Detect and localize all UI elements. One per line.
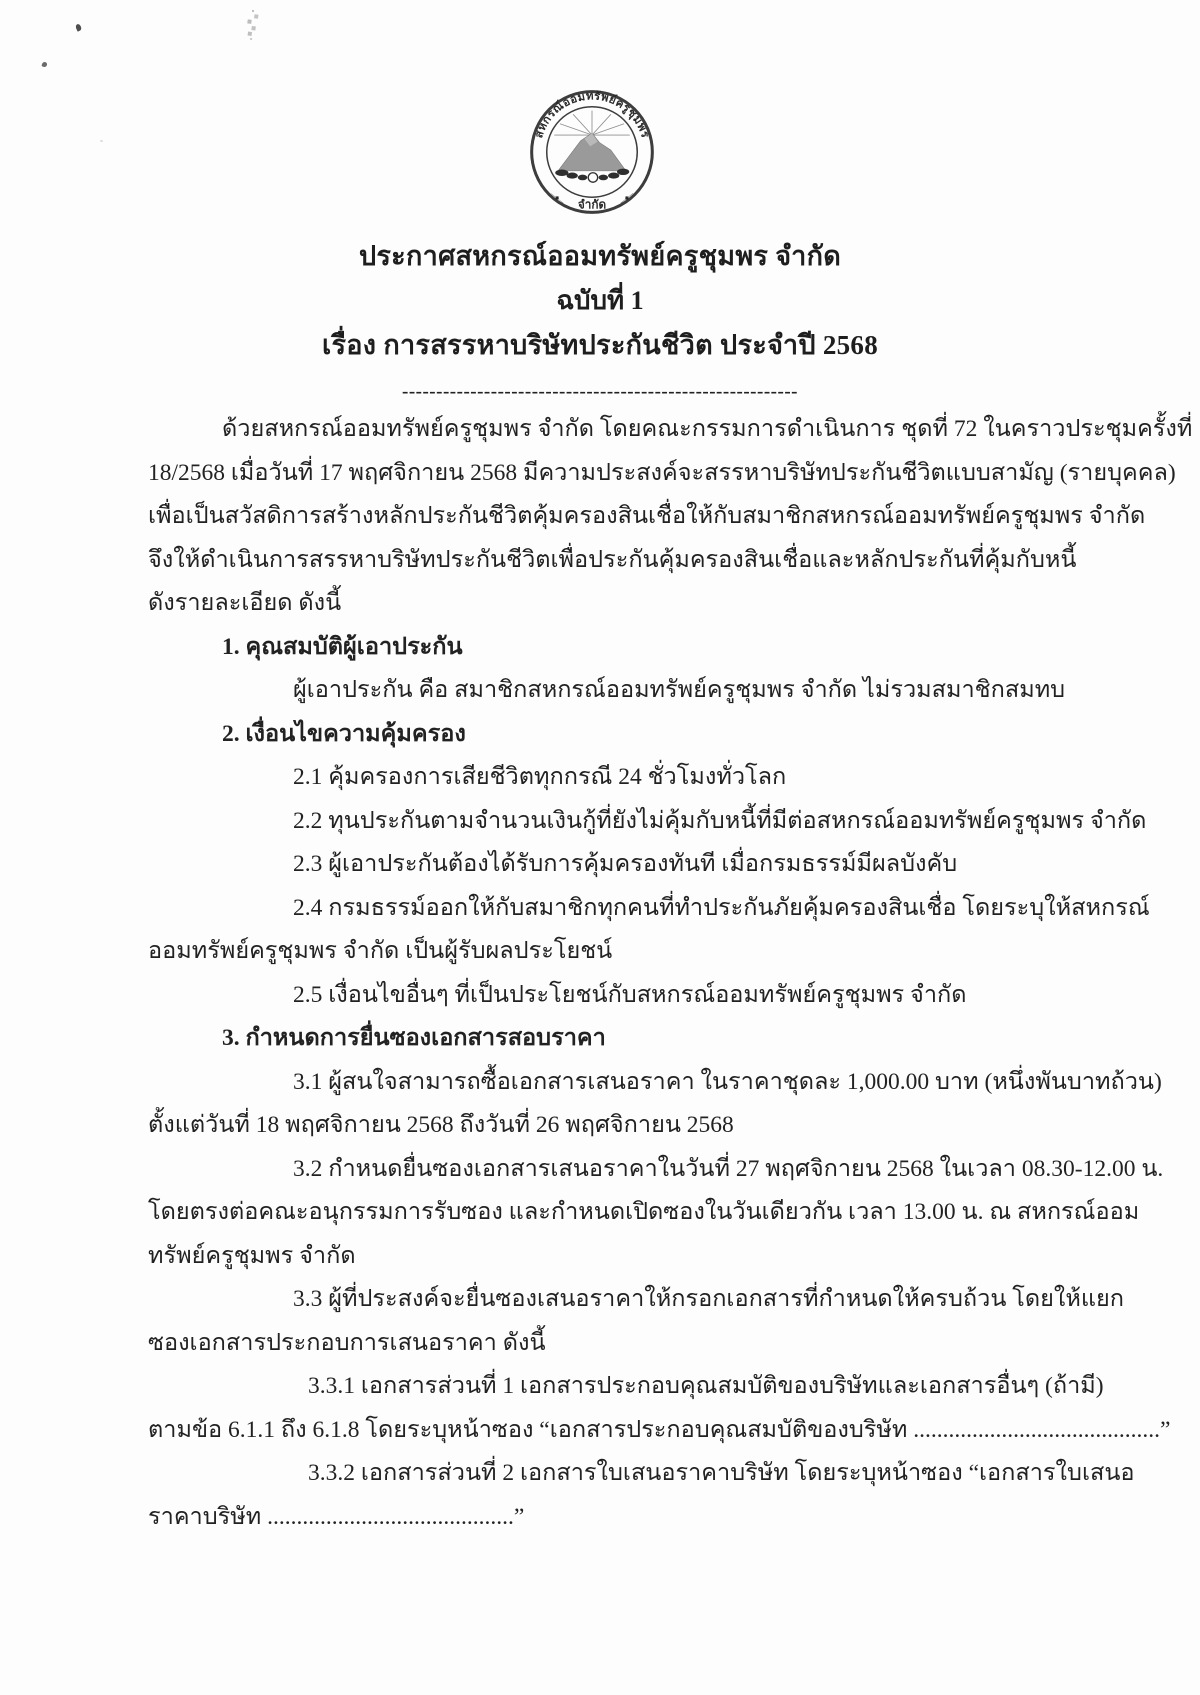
- body-line: 3.3.1 เอกสารส่วนที่ 1 เอกสารประกอบคุณสมบัติของบริษัทและเอกสารอื่นๆ (ถ้ามี): [308, 1373, 1104, 1399]
- body-line: 2.2 ทุนประกันตามจำนวนเงินกู้ที่ยังไม่คุ้มกับหนี้ที่มีต่อสหกรณ์ออมทรัพย์ครูชุมพร จำกัด: [293, 807, 1147, 834]
- document-title: ประกาศสหกรณ์ออมทรัพย์ครูชุมพร จำกัด: [358, 241, 842, 271]
- seal-arc-text: สหกรณ์ออมทรัพย์ครูชุมพร: [533, 90, 651, 140]
- body-line: 1. คุณสมบัติผู้เอาประกัน: [222, 633, 463, 660]
- scan-artifact: [252, 10, 254, 12]
- seal-ornament-right: —◆—: [619, 191, 636, 206]
- body-line: ตามข้อ 6.1.1 ถึง 6.1.8 โดยระบุหน้าซอง “เอกสารประกอบคุณสมบัติของบริษัท ..........................................”: [148, 1416, 1171, 1443]
- body-line: 2.1 คุ้มครองการเสียชีวิตทุกกรณี 24 ชั่วโมงทั่วโลก: [293, 764, 787, 790]
- body-line: 18/2568 เมื่อวันที่ 17 พฤศจิกายน 2568 มีความประสงค์จะสรรหาบริษัทประกันชีวิตแบบสามัญ (รายบุคคล): [148, 459, 1176, 486]
- scan-artifact: [75, 23, 82, 31]
- body-line: โดยตรงต่อคณะอนุกรรมการรับซอง และกำหนดเปิดซองในวันเดียวกัน เวลา 13.00 น. ณ สหกรณ์ออม: [148, 1199, 1140, 1225]
- body-line: ตั้งแต่วันที่ 18 พฤศจิกายน 2568 ถึงวันที่ 26 พฤศจิกายน 2568: [148, 1112, 734, 1138]
- body-line: ดังรายละเอียด ดังนี้: [148, 590, 342, 616]
- body-line: 2.3 ผู้เอาประกันต้องได้รับการคุ้มครองทันที เมื่อกรมธรรม์มีผลบังคับ: [293, 851, 958, 877]
- body-line: 2.5 เงื่อนไขอื่นๆ ที่เป็นประโยชน์กับสหกรณ์ออมทรัพย์ครูชุมพร จำกัด: [293, 981, 967, 1008]
- body-line: 3.3.2 เอกสารส่วนที่ 2 เอกสารใบเสนอราคาบริษัท โดยระบุหน้าซอง “เอกสารใบเสนอ: [308, 1460, 1135, 1486]
- body-line: ทรัพย์ครูชุมพร จำกัด: [148, 1242, 356, 1269]
- body-line: 2. เงื่อนไขความคุ้มครอง: [222, 720, 466, 747]
- body-line: ราคาบริษัท ..........................................”: [148, 1503, 525, 1530]
- body-line: ผู้เอาประกัน คือ สมาชิกสหกรณ์ออมทรัพย์ครูชุมพร จำกัด ไม่รวมสมาชิกสมทบ: [293, 677, 1066, 703]
- document-subject: เรื่อง การสรรหาบริษัทประกันชีวิต ประจำปี 2568: [321, 330, 879, 360]
- body-line: 2.4 กรมธรรม์ออกให้กับสมาชิกทุกคนที่ทำประกันภัยคุ้มครองสินเชื่อ โดยระบุให้สหกรณ์: [293, 894, 1150, 921]
- seal-ornament-left: —◆—: [548, 191, 565, 206]
- body-line: เพื่อเป็นสวัสดิการสร้างหลักประกันชีวิตคุ้มครองสินเชื่อให้กับสมาชิกสหกรณ์ออมทรัพย์ครูชุมพร จำกัด: [148, 503, 1146, 529]
- scan-artifact: [100, 140, 103, 142]
- body-line: 3. กำหนดการยื่นซองเอกสารสอบราคา: [222, 1025, 606, 1051]
- seal-bottom-text: จำกัด: [577, 198, 607, 212]
- body-line: ออมทรัพย์ครูชุมพร จำกัด เป็นผู้รับผลประโยชน์: [148, 938, 613, 964]
- body-line: ซองเอกสารประกอบการเสนอราคา ดังนี้: [148, 1329, 546, 1356]
- scan-artifact: [41, 61, 47, 67]
- separator-dashes: ----------------------------------------------------------: [402, 381, 798, 402]
- body-line: 3.1 ผู้สนใจสามารถซื้อเอกสารเสนอราคา ในราคาชุดละ 1,000.00 บาท (หนึ่งพันบาทถ้วน): [293, 1068, 1162, 1095]
- seal-rays: [554, 111, 629, 136]
- cooperative-seal-logo: [526, 86, 658, 218]
- body-line: 3.3 ผู้ที่ประสงค์จะยื่นซองเสนอราคาให้กรอกเอกสารที่กำหนดให้ครบถ้วน โดยให้แยก: [293, 1286, 1125, 1312]
- body-line: 3.2 กำหนดยื่นซองเอกสารเสนอราคาในวันที่ 27 พฤศจิกายน 2568 ในเวลา 08.30-12.00 น.: [293, 1155, 1164, 1182]
- document-body: [0, 408, 1200, 1539]
- body-line: จึงให้ดำเนินการสรรหาบริษัทประกันชีวิตเพื่อประกันคุ้มครองสินเชื่อและหลักประกันที่คุ้มกับหนี้: [148, 546, 1077, 573]
- body-line: ด้วยสหกรณ์ออมทรัพย์ครูชุมพร จำกัด โดยคณะกรรมการดำเนินการ ชุดที่ 72 ในคราวประชุมครั้งที่: [222, 416, 1193, 442]
- seal-loop: [588, 173, 597, 182]
- document-edition: ฉบับที่ 1: [556, 286, 644, 315]
